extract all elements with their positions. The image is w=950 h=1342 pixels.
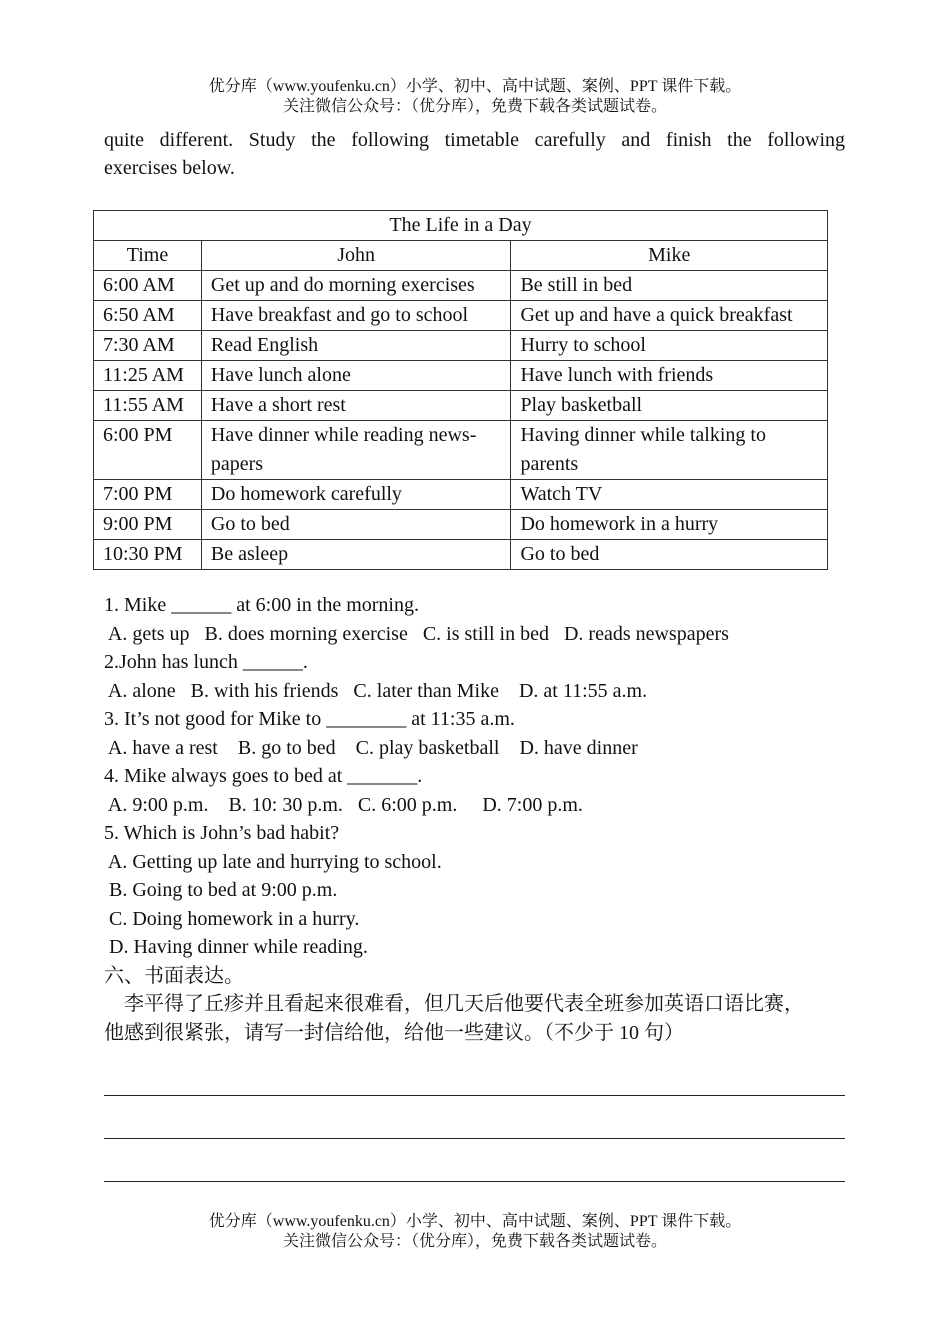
table-row: [94, 540, 828, 570]
answer-options: A. gets up B. does morning exercise C. is still in bed D. reads newspapers: [104, 622, 729, 645]
answer-options: A. 9:00 p.m. B. 10: 30 p.m. C. 6:00 p.m. D. 7:00 p.m.: [104, 793, 583, 816]
john-cell: Have lunch alone: [201, 361, 511, 391]
john-cell: Have dinner while reading news-papers: [201, 421, 511, 480]
john-cell: Read English: [201, 331, 511, 361]
footer-line-2: 关注微信公众号：（优分库），免费下载各类试题试卷。: [282, 1233, 667, 1250]
john-cell: Have a short rest: [201, 391, 511, 421]
column-header: Time: [94, 241, 202, 271]
timetable: [93, 210, 828, 570]
table-row: [94, 361, 828, 391]
answer-option: D. Having dinner while reading.: [104, 936, 368, 958]
writing-answer-line[interactable]: [104, 1181, 845, 1182]
writing-answer-line[interactable]: [104, 1138, 845, 1139]
questions-section: [104, 591, 864, 1047]
page-footer: [0, 1212, 950, 1252]
time-cell: 7:30 AM: [94, 331, 202, 361]
table-row: [94, 480, 828, 510]
table-row: [94, 301, 828, 331]
writing-prompt-line-2: 他感到很紧张，请写一封信给他，给他一些建议。（不少于 10 句）: [104, 1021, 684, 1044]
john-cell: Get up and do morning exercises: [201, 271, 511, 301]
answer-options: A. have a rest B. go to bed C. play basketball D. have dinner: [104, 736, 638, 759]
timetable-title: The Life in a Day: [94, 211, 828, 241]
writing-prompt-line-1: 李平得了丘疹并且看起来很难看，但几天后他要代表全班参加英语口语比赛，: [104, 993, 804, 1015]
question-stem: 2.John has lunch ______.: [104, 651, 308, 673]
question-stem: 5. Which is John’s bad habit?: [104, 822, 340, 844]
column-header: John: [201, 241, 511, 271]
time-cell: 6:00 AM: [94, 271, 202, 301]
mike-cell: Have lunch with friends: [511, 361, 828, 391]
header-line-1: 优分库（www.youfenku.cn）小学、初中、高中试题、案例、PPT 课件下载。: [208, 78, 742, 95]
john-cell: Have breakfast and go to school: [201, 301, 511, 331]
question-stem: 4. Mike always goes to bed at _______.: [104, 765, 423, 787]
question-stem: 3. It’s not good for Mike to ________ at 11:35 a.m.: [104, 708, 515, 730]
mike-cell: Play basketball: [511, 391, 828, 421]
john-cell: Be asleep: [201, 540, 511, 570]
intro-line-2: exercises below.: [104, 157, 235, 179]
intro-paragraph: [104, 126, 845, 182]
answer-option: A. Getting up late and hurrying to school.: [104, 850, 442, 873]
table-row: [94, 391, 828, 421]
timetable-header-row: [94, 241, 828, 271]
footer-line-1: 优分库（www.youfenku.cn）小学、初中、高中试题、案例、PPT 课件下载。: [208, 1213, 742, 1230]
writing-heading: 六、书面表达。: [104, 964, 244, 987]
answer-option: C. Doing homework in a hurry.: [104, 907, 360, 930]
answer-option: B. Going to bed at 9:00 p.m.: [104, 879, 338, 901]
writing-answer-line[interactable]: [104, 1095, 845, 1096]
john-cell: Do homework carefully: [201, 480, 511, 510]
table-row: [94, 421, 828, 480]
table-row: [94, 510, 828, 540]
mike-cell: Get up and have a quick breakfast: [511, 301, 828, 331]
time-cell: 7:00 PM: [94, 480, 202, 510]
table-row: [94, 331, 828, 361]
table-row: [94, 271, 828, 301]
question-stem: 1. Mike ______ at 6:00 in the morning.: [104, 594, 419, 616]
column-header: Mike: [511, 241, 828, 271]
mike-cell: Be still in bed: [511, 271, 828, 301]
mike-cell: Watch TV: [511, 480, 828, 510]
time-cell: 6:00 PM: [94, 421, 202, 480]
time-cell: 9:00 PM: [94, 510, 202, 540]
mike-cell: Go to bed: [511, 540, 828, 570]
time-cell: 6:50 AM: [94, 301, 202, 331]
mike-cell: Do homework in a hurry: [511, 510, 828, 540]
time-cell: 11:55 AM: [94, 391, 202, 421]
time-cell: 10:30 PM: [94, 540, 202, 570]
john-cell: Go to bed: [201, 510, 511, 540]
page-header: [0, 77, 950, 117]
mike-cell: Having dinner while talking to parents: [511, 421, 828, 480]
time-cell: 11:25 AM: [94, 361, 202, 391]
intro-line-1: quite different. Study the following timetable carefully and finish the following: [104, 129, 845, 151]
timetable-title-row: [94, 211, 828, 241]
answer-options: A. alone B. with his friends C. later than Mike D. at 11:55 a.m.: [104, 679, 648, 702]
header-line-2: 关注微信公众号：（优分库），免费下载各类试题试卷。: [282, 98, 667, 115]
mike-cell: Hurry to school: [511, 331, 828, 361]
